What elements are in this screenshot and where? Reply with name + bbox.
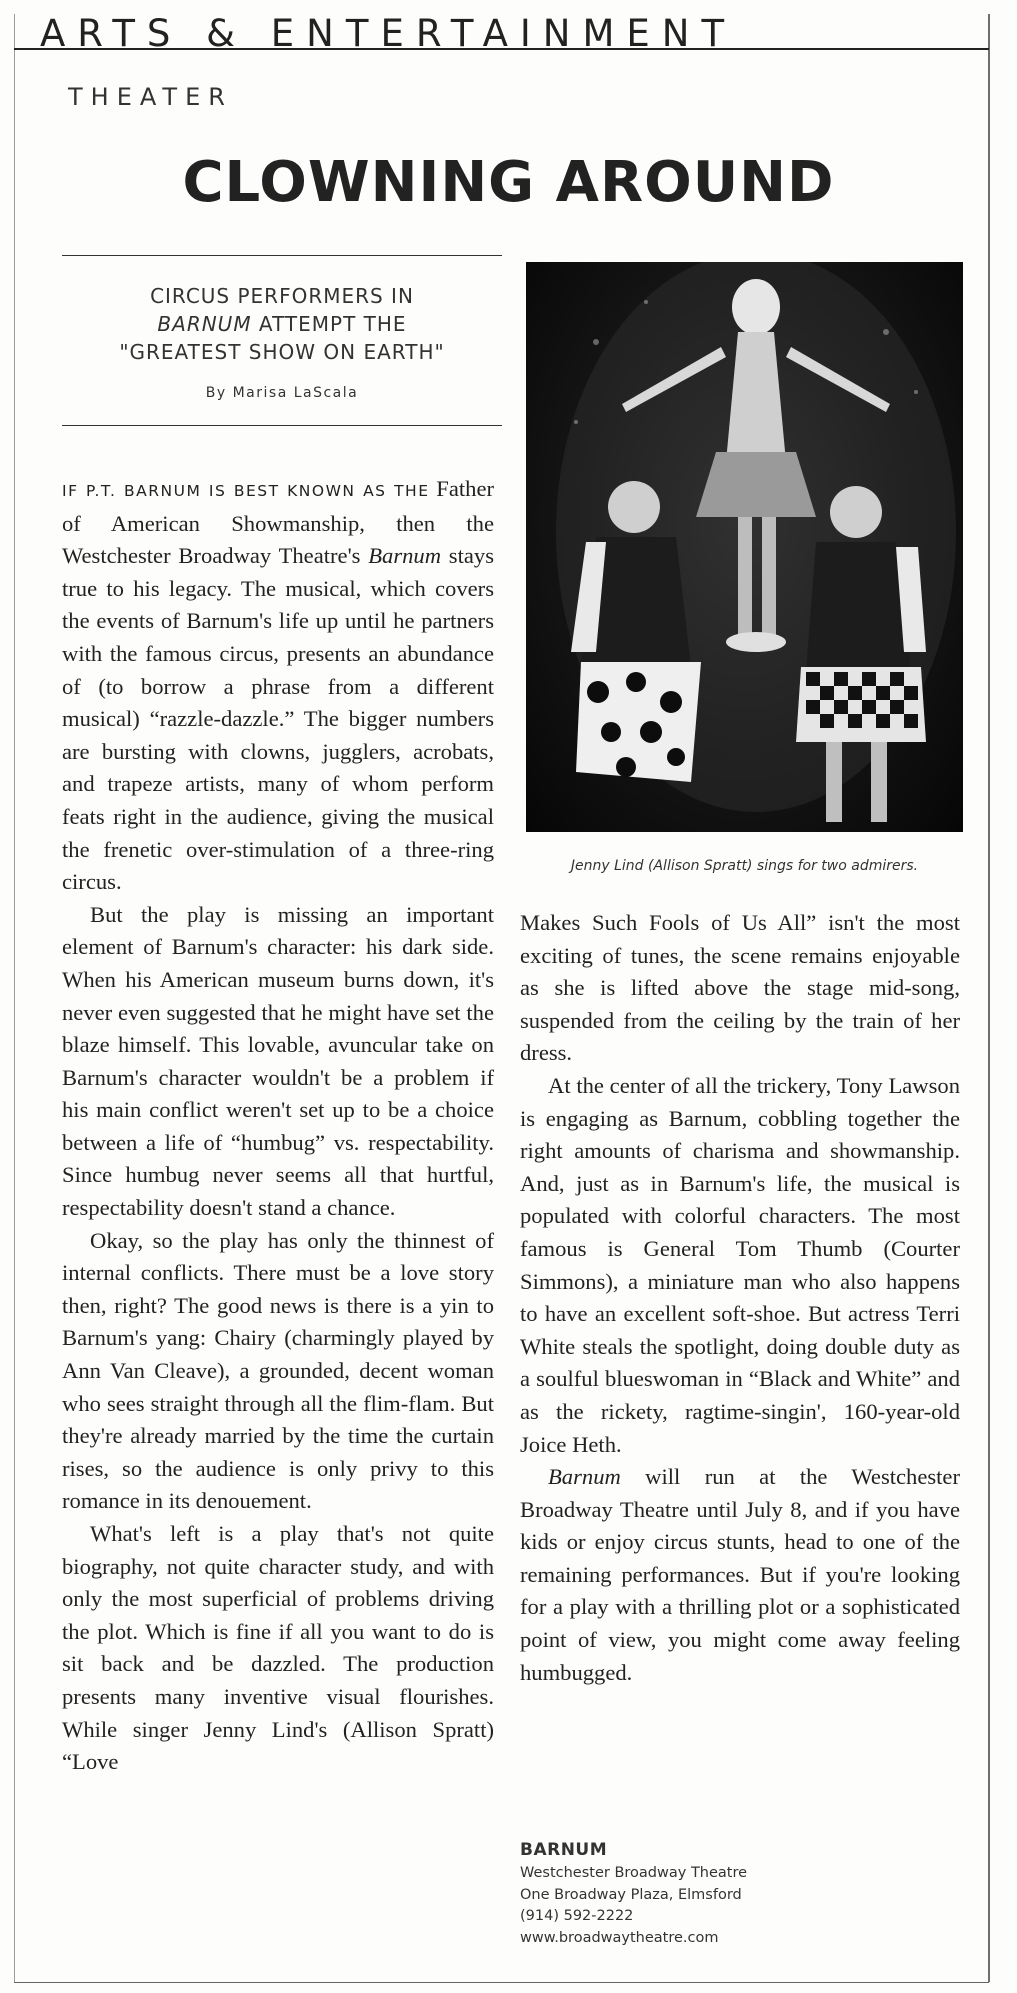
body-column-right <box>520 907 960 1689</box>
show-info-title: BARNUM <box>520 1840 608 1860</box>
section-title: ARTS & ENTERTAINMENT <box>40 12 737 55</box>
paragraph-text: Father of American Showmanship, then the Westchester Broadway Theatre's <box>62 476 494 569</box>
body-paragraph: But the play is missing an important element of Barnum's character: his dark side. When his American museum burns down, it's never even suggested that he might have set the blaze himself. This lovable, avuncular take on Barnum's character wouldn't be a problem if his main conflict weren't set up to be a choice between a life of “humbug” vs. respectability. Since humbug never seems all that hurtful, respectability doesn't stand a chance. <box>62 901 494 1221</box>
body-paragraph <box>520 1461 960 1689</box>
show-info-address: One Broadway Plaza, Elmsford <box>520 1886 742 1903</box>
page-bottom-rule <box>14 1982 989 1983</box>
production-photo <box>526 262 963 832</box>
show-info-venue: Westchester Broadway Theatre <box>520 1865 748 1881</box>
show-info-box <box>520 1837 747 1949</box>
body-paragraph <box>62 473 494 899</box>
deck-line-1: CIRCUS PERFORMERS IN <box>150 284 414 308</box>
deck-show-title: BARNUM <box>157 312 252 336</box>
show-info-phone: (914) 592-2222 <box>520 1908 634 1924</box>
body-paragraph: What's left is a play that's not quite biography, not quite character study, and with only the most superficial of problems driving the plot. Which is fine if all you want to do is sit back and be dazzled. The production presents many inventive visual flourishes. While singer Jenny Lind's (Allison Spratt) “Love <box>62 1521 494 1775</box>
show-title-italic: Barnum <box>368 543 442 569</box>
byline: By Marisa LaScala <box>205 385 359 401</box>
deck-top-rule <box>62 255 502 256</box>
body-paragraph: Okay, so the play has only the thinnest of internal conflicts. There must be a love story then, right? The good news is there is a yin to Barnum's yang: Chairy (charmingly played by Ann Van Cleave), a grounded, decent woman who sees straight through all the flim-flam. But they're already married by the time the curtain rises, so the audience is only privy to this romance in its denouement. <box>62 1227 494 1514</box>
deck-line-2 <box>62 310 502 338</box>
paragraph-text: will run at the Westchester Broadway Theatre until July 8, and if you have kids or enjoy circus stunts, head to one of the remaining performances. But if you're looking for a play with a thrilling plot or a sophisticated point of view, you might come away feeling humbugged. <box>520 1464 960 1685</box>
section-kicker: THEATER <box>68 83 233 111</box>
body-paragraph: At the center of all the trickery, Tony Lawson is engaging as Barnum, cobbling together the right amounts of charisma and showmanship. And, just as in Barnum's life, the musical is populated with colorful characters. The most famous is General Tom Thumb (Courter Simmons), a miniature man who also happens to have an excellent soft-shoe. But actress Terri White steals the spotlight, doing double duty as a soulful blueswoman in “Black and White” and as the rickety, ragtime-singin', 160-year-old Joice Heth. <box>520 1072 960 1457</box>
body-paragraph: Makes Such Fools of Us All” isn't the most exciting of tunes, the scene remains enjoyable as she is lifted above the stage mid-song, suspended from the ceiling by the train of her dress. <box>520 910 960 1066</box>
deck-bottom-rule <box>62 425 502 426</box>
headline: CLOWNING AROUND <box>182 150 835 215</box>
show-info-url[interactable]: www.broadwaytheatre.com <box>520 1929 719 1946</box>
photo-caption: Jenny Lind (Allison Spratt) sings for two admirers. <box>570 858 919 874</box>
show-title-italic: Barnum <box>548 1464 621 1490</box>
deck-line-2-rest: ATTEMPT THE <box>251 312 407 336</box>
deck-line-3: "GREATEST SHOW ON EARTH" <box>119 340 445 364</box>
body-column-left <box>62 473 494 1779</box>
deck <box>62 282 502 366</box>
photo-illustration <box>526 262 963 832</box>
lead-in: IF P.T. BARNUM IS BEST KNOWN AS THE <box>62 482 430 500</box>
paragraph-text: stays true to his legacy. The musical, which covers the events of Barnum's life up until he partners with the famous circus, presents an abundance of (to borrow a phrase from a different musical) “razzle-dazzle.” The bigger numbers are bursting with clowns, jugglers, acrobats, and trapeze artists, many of whom perform feats right in the audience, giving the musical the frenetic over-stimulation of a three-ring circus. <box>62 543 494 895</box>
